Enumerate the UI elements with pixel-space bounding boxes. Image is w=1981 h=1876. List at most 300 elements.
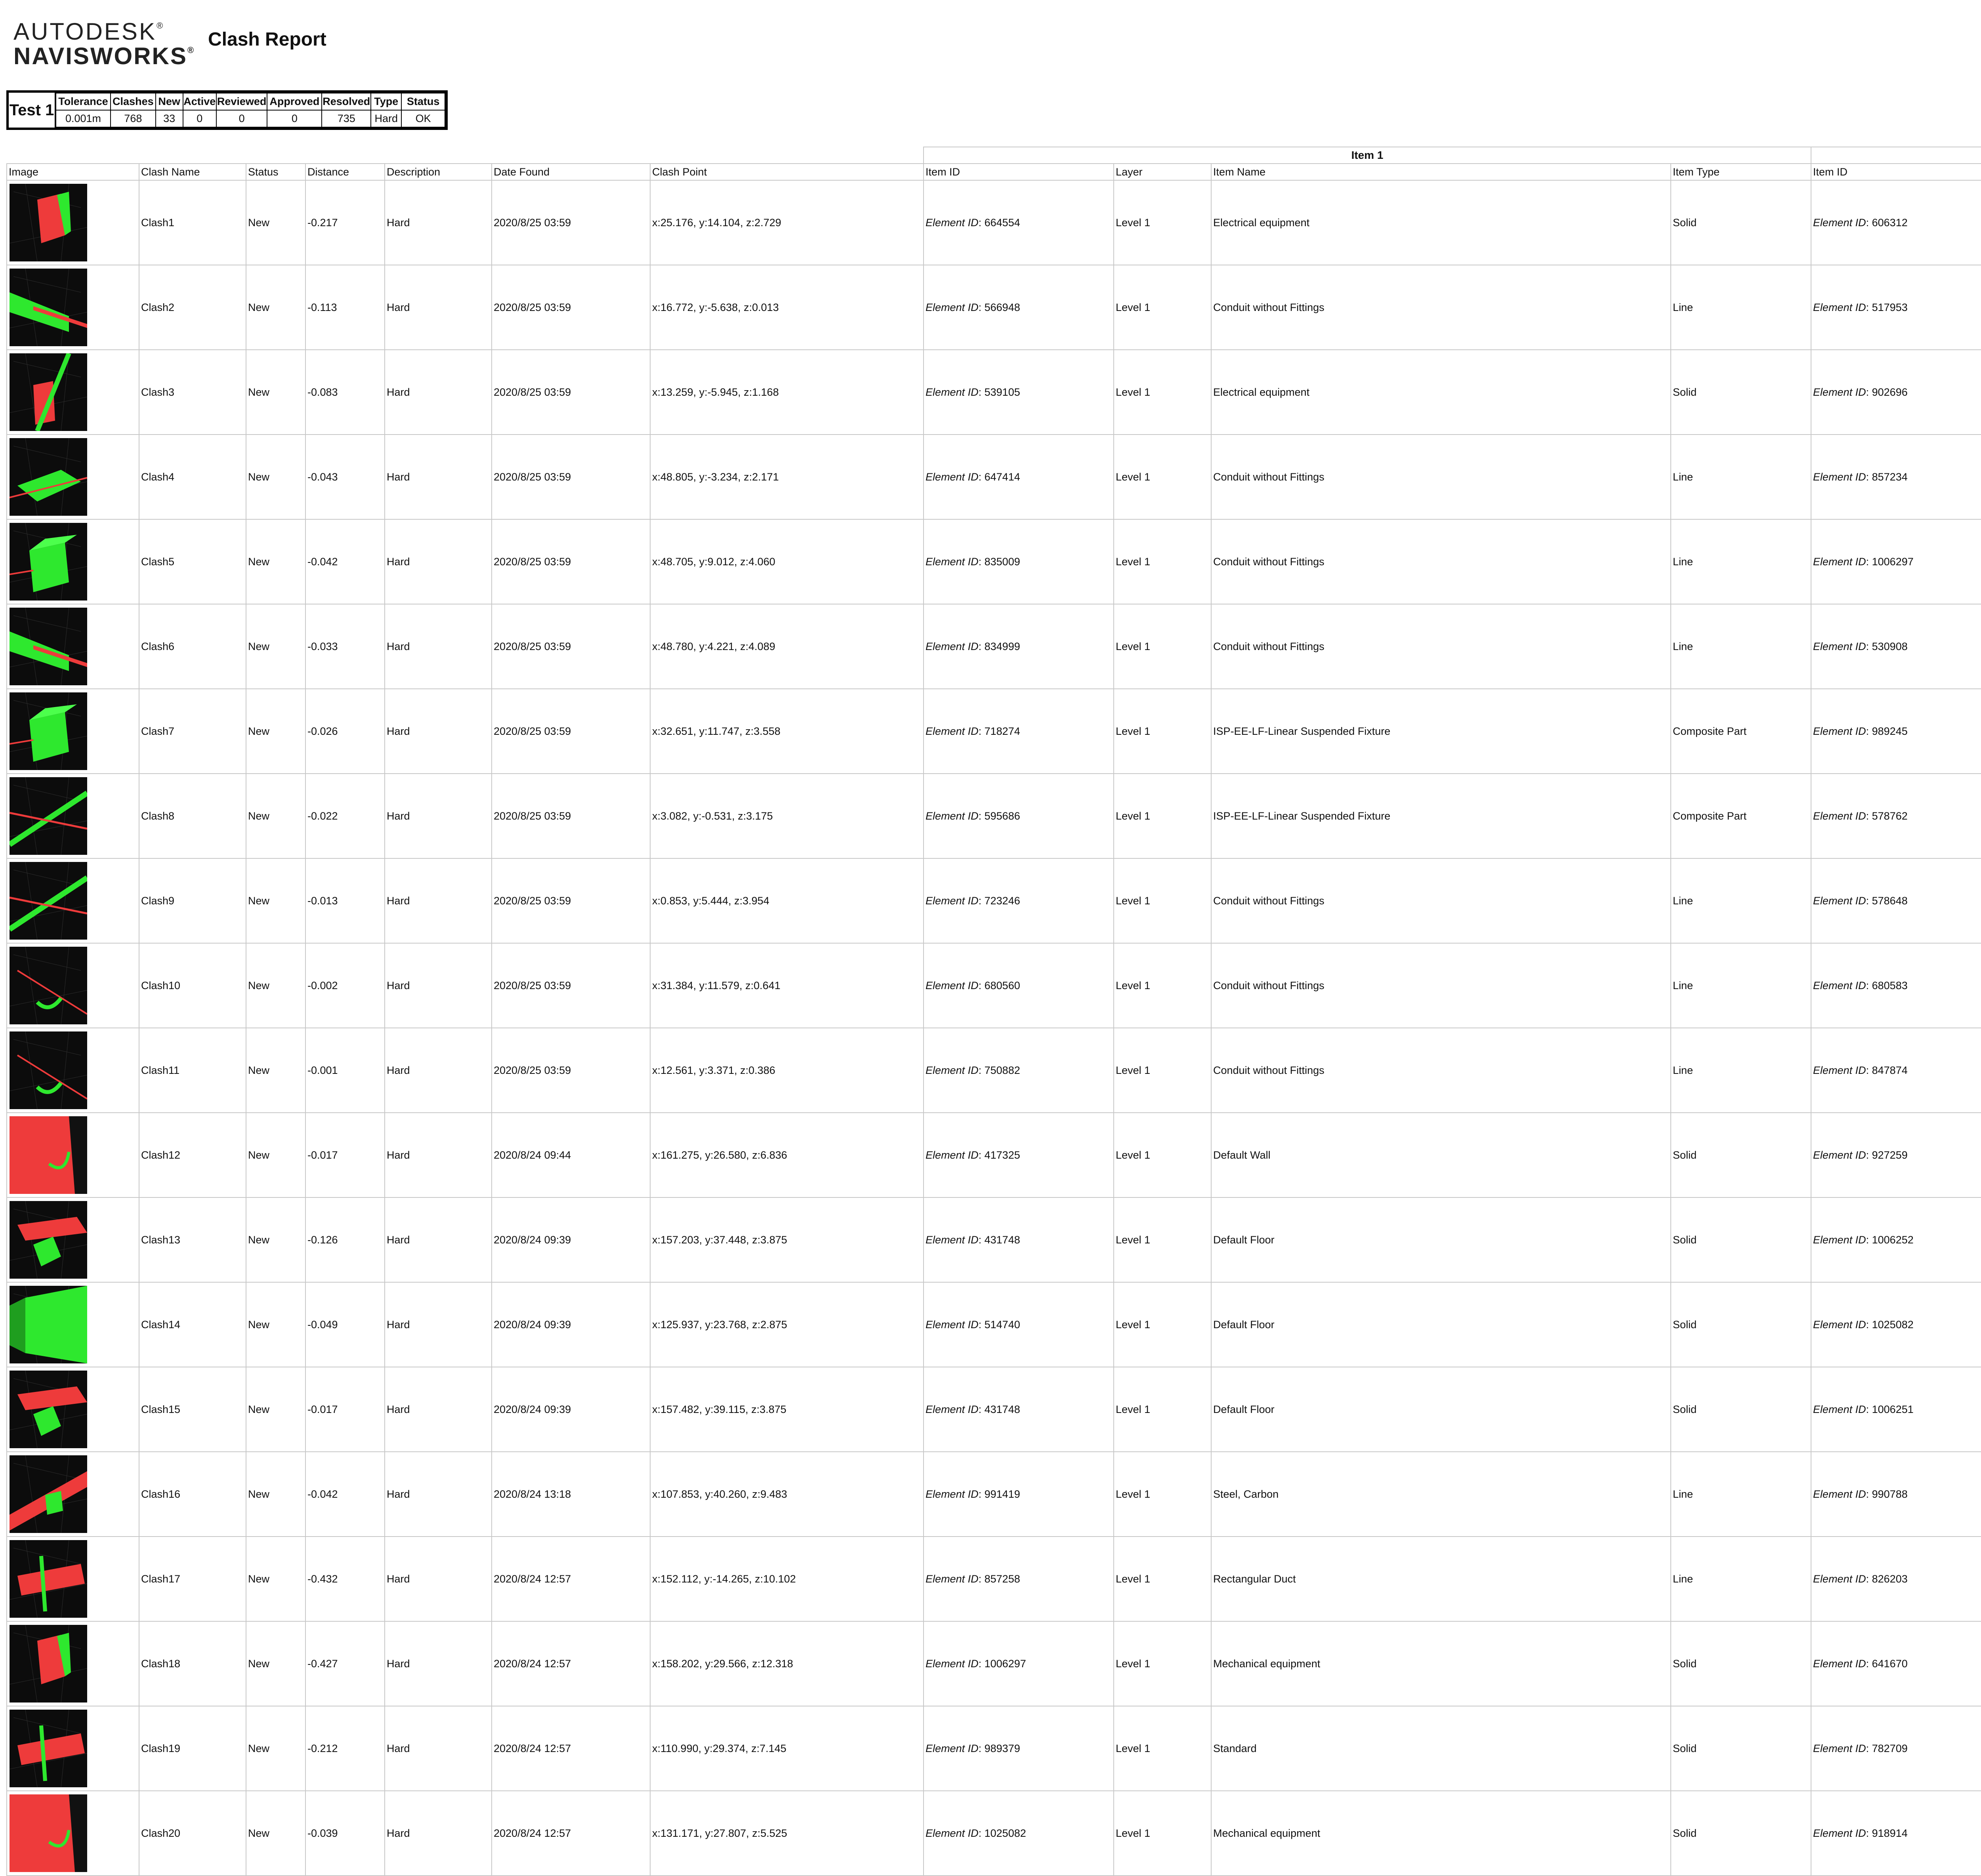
column-header-image: Image [7, 164, 139, 180]
test-summary [6, 90, 448, 130]
clash-point: x:157.482, y:39.115, z:3.875 [650, 1367, 924, 1452]
column-header-item-id: Item ID [1811, 164, 1981, 180]
summary-header-approved: Approved [267, 93, 322, 110]
item1-item-type: Line [1671, 1452, 1811, 1537]
date-found: 2020/8/25 03:59 [492, 774, 650, 858]
element-id-label: Element ID [1813, 810, 1866, 822]
summary-value-type: Hard [371, 110, 401, 127]
clash-point: x:161.275, y:26.580, z:6.836 [650, 1113, 924, 1197]
item1-item-name: Mechanical equipment [1211, 1791, 1671, 1876]
clash-point: x:12.561, y:3.371, z:0.386 [650, 1028, 924, 1113]
summary-header-active: Active [183, 93, 216, 110]
clash-status: New [246, 435, 305, 519]
clash-name: Clash15 [139, 1367, 246, 1452]
element-id-value: 530908 [1872, 640, 1908, 652]
clash-point: x:125.937, y:23.768, z:2.875 [650, 1282, 924, 1367]
element-id-value: 1025082 [984, 1827, 1026, 1839]
report-title: Clash Report [208, 29, 326, 50]
clash-description: Hard [385, 1706, 492, 1791]
item1-id: Element ID: 664554 [924, 180, 1114, 265]
element-id-label: Element ID [1813, 301, 1866, 313]
brand-line-2: NAVISWORKS [13, 43, 187, 69]
clash-thumbnail [7, 265, 139, 350]
clash-distance: -0.432 [305, 1537, 385, 1621]
element-id-value: 927259 [1872, 1149, 1908, 1161]
element-id-value: 857258 [984, 1573, 1020, 1585]
column-header-layer: Layer [1114, 164, 1211, 180]
column-header-item-name: Item Name [1211, 164, 1671, 180]
item1-item-type: Solid [1671, 1197, 1811, 1282]
clash-distance: -0.212 [305, 1706, 385, 1791]
item1-id: Element ID: 750882 [924, 1028, 1114, 1113]
clash-distance: -0.049 [305, 1282, 385, 1367]
item1-layer: Level 1 [1114, 1197, 1211, 1282]
item1-item-type: Line [1671, 265, 1811, 350]
clash-thumbnail [7, 350, 139, 435]
element-id-value: 431748 [984, 1234, 1020, 1246]
clash-description: Hard [385, 689, 492, 774]
column-header-clash-point: Clash Point [650, 164, 924, 180]
element-id-value: 566948 [984, 301, 1020, 313]
item2-id: Element ID: 826203 [1811, 1537, 1981, 1621]
column-header-item-id: Item ID [924, 164, 1114, 180]
item2-id: Element ID: 902696 [1811, 350, 1981, 435]
item1-id: Element ID: 834999 [924, 604, 1114, 689]
element-id-label: Element ID [1813, 1403, 1866, 1415]
clash-name: Clash17 [139, 1537, 246, 1621]
clash-distance: -0.001 [305, 1028, 385, 1113]
element-id-label: Element ID [926, 1488, 979, 1500]
clash-name: Clash20 [139, 1791, 246, 1876]
item1-item-type: Line [1671, 858, 1811, 943]
clash-description: Hard [385, 1197, 492, 1282]
item2-id: Element ID: 1006251 [1811, 1367, 1981, 1452]
clash-point: x:31.384, y:11.579, z:0.641 [650, 943, 924, 1028]
clash-status: New [246, 1791, 305, 1876]
clash-thumbnail [7, 1367, 139, 1452]
element-id-value: 539105 [984, 386, 1020, 398]
item1-item-name: Conduit without Fittings [1211, 943, 1671, 1028]
item1-item-name: Standard [1211, 1706, 1671, 1791]
element-id-value: 1025082 [1872, 1318, 1914, 1331]
clash-row [7, 689, 1981, 774]
element-id-label: Element ID [926, 894, 979, 907]
element-id-label: Element ID [1813, 1742, 1866, 1754]
clash-name: Clash9 [139, 858, 246, 943]
item1-item-type: Solid [1671, 1706, 1811, 1791]
item1-layer: Level 1 [1114, 1113, 1211, 1197]
element-id-value: 417325 [984, 1149, 1020, 1161]
item1-id: Element ID: 991419 [924, 1452, 1114, 1537]
item1-layer: Level 1 [1114, 1452, 1211, 1537]
element-id-value: 991419 [984, 1488, 1020, 1500]
item2-id: Element ID: 918914 [1811, 1791, 1981, 1876]
date-found: 2020/8/24 09:44 [492, 1113, 650, 1197]
clash-status: New [246, 1537, 305, 1621]
clash-row [7, 1537, 1981, 1621]
element-id-value: 1006297 [1872, 555, 1914, 568]
summary-header-status: Status [401, 93, 445, 110]
clash-row [7, 1282, 1981, 1367]
item1-layer: Level 1 [1114, 1028, 1211, 1113]
column-header-status: Status [246, 164, 305, 180]
date-found: 2020/8/25 03:59 [492, 689, 650, 774]
item1-item-type: Line [1671, 1537, 1811, 1621]
element-id-value: 1006297 [984, 1657, 1026, 1670]
element-id-value: 750882 [984, 1064, 1020, 1076]
clash-row [7, 943, 1981, 1028]
element-id-label: Element ID [926, 725, 979, 737]
element-id-value: 989379 [984, 1742, 1020, 1754]
item2-group-header [1811, 147, 1981, 164]
date-found: 2020/8/24 12:57 [492, 1791, 650, 1876]
clash-point: x:131.171, y:27.807, z:5.525 [650, 1791, 924, 1876]
summary-table [55, 93, 445, 128]
clash-point: x:13.259, y:-5.945, z:1.168 [650, 350, 924, 435]
item1-item-name: Default Floor [1211, 1367, 1671, 1452]
element-id-label: Element ID [926, 1064, 979, 1076]
clash-distance: -0.002 [305, 943, 385, 1028]
element-id-value: 1006251 [1872, 1403, 1914, 1415]
column-header-description: Description [385, 164, 492, 180]
clash-status: New [246, 350, 305, 435]
item1-layer: Level 1 [1114, 265, 1211, 350]
summary-header-resolved: Resolved [322, 93, 371, 110]
clash-status: New [246, 943, 305, 1028]
summary-header-new: New [156, 93, 183, 110]
element-id-label: Element ID [926, 1742, 979, 1754]
item2-id: Element ID: 857234 [1811, 435, 1981, 519]
clash-description: Hard [385, 1537, 492, 1621]
item1-item-type: Composite Part [1671, 689, 1811, 774]
item1-item-type: Solid [1671, 180, 1811, 265]
clash-row [7, 1452, 1981, 1537]
item1-id: Element ID: 539105 [924, 350, 1114, 435]
element-id-value: 647414 [984, 471, 1020, 483]
date-found: 2020/8/25 03:59 [492, 604, 650, 689]
clash-name: Clash13 [139, 1197, 246, 1282]
item1-layer: Level 1 [1114, 774, 1211, 858]
element-id-label: Element ID [926, 810, 979, 822]
item1-item-type: Line [1671, 604, 1811, 689]
item1-id: Element ID: 1006297 [924, 1621, 1114, 1706]
element-id-label: Element ID [926, 386, 979, 398]
element-id-value: 989245 [1872, 725, 1908, 737]
clash-status: New [246, 1367, 305, 1452]
clash-row [7, 435, 1981, 519]
clash-row [7, 1791, 1981, 1876]
date-found: 2020/8/25 03:59 [492, 180, 650, 265]
item1-item-name: ISP-EE-LF-Linear Suspended Fixture [1211, 689, 1671, 774]
item1-id: Element ID: 647414 [924, 435, 1114, 519]
element-id-label: Element ID [926, 1573, 979, 1585]
item1-layer: Level 1 [1114, 1706, 1211, 1791]
element-id-value: 578648 [1872, 894, 1908, 907]
element-id-label: Element ID [1813, 979, 1866, 991]
clash-name: Clash5 [139, 519, 246, 604]
clash-table [6, 147, 1981, 1876]
item2-id: Element ID: 517953 [1811, 265, 1981, 350]
clash-row [7, 1197, 1981, 1282]
item1-item-type: Composite Part [1671, 774, 1811, 858]
item2-id: Element ID: 578648 [1811, 858, 1981, 943]
clash-thumbnail [7, 1197, 139, 1282]
item2-id: Element ID: 1006297 [1811, 519, 1981, 604]
element-id-label: Element ID [1813, 471, 1866, 483]
item1-item-name: Steel, Carbon [1211, 1452, 1671, 1537]
column-header-clash-name: Clash Name [139, 164, 246, 180]
element-id-label: Element ID [1813, 1488, 1866, 1500]
summary-value-active: 0 [183, 110, 216, 127]
item2-id: Element ID: 989245 [1811, 689, 1981, 774]
clash-name: Clash3 [139, 350, 246, 435]
clash-status: New [246, 774, 305, 858]
clash-distance: -0.013 [305, 858, 385, 943]
clash-point: x:0.853, y:5.444, z:3.954 [650, 858, 924, 943]
clash-description: Hard [385, 943, 492, 1028]
element-id-label: Element ID [1813, 894, 1866, 907]
element-id-label: Element ID [1813, 725, 1866, 737]
clash-status: New [246, 1621, 305, 1706]
clash-thumbnail [7, 1621, 139, 1706]
clash-thumbnail [7, 774, 139, 858]
clash-name: Clash16 [139, 1452, 246, 1537]
element-id-value: 514740 [984, 1318, 1020, 1331]
element-id-label: Element ID [1813, 1573, 1866, 1585]
clash-row [7, 1028, 1981, 1113]
item1-item-name: Conduit without Fittings [1211, 858, 1671, 943]
clash-distance: -0.042 [305, 1452, 385, 1537]
element-id-value: 834999 [984, 640, 1020, 652]
element-id-value: 595686 [984, 810, 1020, 822]
clash-distance: -0.026 [305, 689, 385, 774]
item1-layer: Level 1 [1114, 1282, 1211, 1367]
clash-name: Clash4 [139, 435, 246, 519]
clash-row [7, 1706, 1981, 1791]
element-id-label: Element ID [1813, 1149, 1866, 1161]
item1-id: Element ID: 989379 [924, 1706, 1114, 1791]
element-id-label: Element ID [1813, 640, 1866, 652]
clash-status: New [246, 1028, 305, 1113]
item1-layer: Level 1 [1114, 1537, 1211, 1621]
item1-item-type: Line [1671, 943, 1811, 1028]
summary-header-type: Type [371, 93, 401, 110]
clash-row [7, 774, 1981, 858]
test-name: Test 1 [9, 93, 55, 128]
clash-status: New [246, 858, 305, 943]
date-found: 2020/8/24 09:39 [492, 1197, 650, 1282]
element-id-label: Element ID [1813, 386, 1866, 398]
element-id-label: Element ID [926, 471, 979, 483]
item1-item-type: Line [1671, 519, 1811, 604]
summary-value-status: OK [401, 110, 445, 127]
clash-point: x:48.705, y:9.012, z:4.060 [650, 519, 924, 604]
element-id-value: 857234 [1872, 471, 1908, 483]
clash-row [7, 1367, 1981, 1452]
clash-description: Hard [385, 1367, 492, 1452]
item1-item-type: Solid [1671, 1621, 1811, 1706]
column-header-item-type: Item Type [1671, 164, 1811, 180]
element-id-value: 835009 [984, 555, 1020, 568]
element-id-label: Element ID [926, 216, 979, 229]
clash-distance: -0.042 [305, 519, 385, 604]
clash-thumbnail [7, 1706, 139, 1791]
element-id-label: Element ID [926, 1827, 979, 1839]
clash-name: Clash18 [139, 1621, 246, 1706]
summary-header-clashes: Clashes [111, 93, 156, 110]
clash-distance: -0.033 [305, 604, 385, 689]
item1-item-name: Default Floor [1211, 1197, 1671, 1282]
date-found: 2020/8/25 03:59 [492, 858, 650, 943]
element-id-value: 606312 [1872, 216, 1908, 229]
date-found: 2020/8/25 03:59 [492, 435, 650, 519]
item1-layer: Level 1 [1114, 689, 1211, 774]
item1-id: Element ID: 680560 [924, 943, 1114, 1028]
clash-description: Hard [385, 350, 492, 435]
summary-header-reviewed: Reviewed [216, 93, 267, 110]
item2-id: Element ID: 927259 [1811, 1113, 1981, 1197]
element-id-label: Element ID [926, 1403, 979, 1415]
item2-id: Element ID: 1025082 [1811, 1282, 1981, 1367]
element-id-value: 664554 [984, 216, 1020, 229]
column-header-distance: Distance [305, 164, 385, 180]
clash-status: New [246, 265, 305, 350]
item2-id: Element ID: 530908 [1811, 604, 1981, 689]
item1-item-name: Conduit without Fittings [1211, 1028, 1671, 1113]
clash-distance: -0.083 [305, 350, 385, 435]
clash-thumbnail [7, 604, 139, 689]
item1-item-name: Electrical equipment [1211, 180, 1671, 265]
clash-row [7, 1113, 1981, 1197]
date-found: 2020/8/24 12:57 [492, 1706, 650, 1791]
clash-status: New [246, 519, 305, 604]
item2-id: Element ID: 641670 [1811, 1621, 1981, 1706]
date-found: 2020/8/25 03:59 [492, 265, 650, 350]
date-found: 2020/8/24 13:18 [492, 1452, 650, 1537]
clash-description: Hard [385, 1028, 492, 1113]
item1-item-type: Solid [1671, 1791, 1811, 1876]
item1-layer: Level 1 [1114, 858, 1211, 943]
clash-point: x:48.805, y:-3.234, z:2.171 [650, 435, 924, 519]
clash-description: Hard [385, 858, 492, 943]
clash-description: Hard [385, 1621, 492, 1706]
clash-status: New [246, 1282, 305, 1367]
item1-item-name: Mechanical equipment [1211, 1621, 1671, 1706]
item1-item-name: Rectangular Duct [1211, 1537, 1671, 1621]
clash-distance: -0.022 [305, 774, 385, 858]
clash-distance: -0.039 [305, 1791, 385, 1876]
date-found: 2020/8/25 03:59 [492, 943, 650, 1028]
clash-name: Clash6 [139, 604, 246, 689]
summary-value-new: 33 [156, 110, 183, 127]
element-id-label: Element ID [1813, 1657, 1866, 1670]
clash-distance: -0.113 [305, 265, 385, 350]
navisworks-logo: AUTODESK® NAVISWORKS® [13, 18, 195, 69]
element-id-label: Element ID [1813, 555, 1866, 568]
element-id-value: 578762 [1872, 810, 1908, 822]
clash-description: Hard [385, 604, 492, 689]
clash-status: New [246, 1706, 305, 1791]
element-id-value: 782709 [1872, 1742, 1908, 1754]
element-id-label: Element ID [1813, 1234, 1866, 1246]
clash-distance: -0.427 [305, 1621, 385, 1706]
element-id-label: Element ID [926, 640, 979, 652]
brand-line-1: AUTODESK [13, 18, 156, 45]
clash-distance: -0.017 [305, 1113, 385, 1197]
element-id-value: 718274 [984, 725, 1020, 737]
item1-layer: Level 1 [1114, 350, 1211, 435]
clash-distance: -0.017 [305, 1367, 385, 1452]
item2-id: Element ID: 847874 [1811, 1028, 1981, 1113]
item1-layer: Level 1 [1114, 1791, 1211, 1876]
summary-value-reviewed: 0 [216, 110, 267, 127]
clash-name: Clash2 [139, 265, 246, 350]
clash-distance: -0.126 [305, 1197, 385, 1282]
clash-status: New [246, 689, 305, 774]
clash-thumbnail [7, 1282, 139, 1367]
item1-id: Element ID: 718274 [924, 689, 1114, 774]
item1-item-type: Line [1671, 1028, 1811, 1113]
item1-layer: Level 1 [1114, 435, 1211, 519]
column-header-date-found: Date Found [492, 164, 650, 180]
clash-point: x:152.112, y:-14.265, z:10.102 [650, 1537, 924, 1621]
element-id-value: 723246 [984, 894, 1020, 907]
clash-description: Hard [385, 435, 492, 519]
item1-id: Element ID: 431748 [924, 1367, 1114, 1452]
clash-name: Clash11 [139, 1028, 246, 1113]
clash-thumbnail [7, 943, 139, 1028]
item1-item-name: Electrical equipment [1211, 350, 1671, 435]
item2-id: Element ID: 680583 [1811, 943, 1981, 1028]
item1-layer: Level 1 [1114, 943, 1211, 1028]
item2-id: Element ID: 782709 [1811, 1706, 1981, 1791]
clash-distance: -0.217 [305, 180, 385, 265]
element-id-label: Element ID [1813, 1827, 1866, 1839]
item1-id: Element ID: 417325 [924, 1113, 1114, 1197]
item1-group-header: Item 1 [924, 147, 1811, 164]
item1-item-type: Solid [1671, 1113, 1811, 1197]
clash-row [7, 350, 1981, 435]
clash-point: x:3.082, y:-0.531, z:3.175 [650, 774, 924, 858]
item1-id: Element ID: 723246 [924, 858, 1114, 943]
clash-status: New [246, 180, 305, 265]
clash-point: x:16.772, y:-5.638, z:0.013 [650, 265, 924, 350]
clash-row [7, 1621, 1981, 1706]
clash-row [7, 519, 1981, 604]
clash-thumbnail [7, 1113, 139, 1197]
clash-thumbnail [7, 1028, 139, 1113]
clash-thumbnail [7, 689, 139, 774]
item1-item-name: Conduit without Fittings [1211, 435, 1671, 519]
item1-item-name: Default Floor [1211, 1282, 1671, 1367]
clash-thumbnail [7, 180, 139, 265]
element-id-label: Element ID [926, 301, 979, 313]
clash-thumbnail [7, 435, 139, 519]
clash-point: x:110.990, y:29.374, z:7.145 [650, 1706, 924, 1791]
item1-item-name: Default Wall [1211, 1113, 1671, 1197]
clash-thumbnail [7, 1452, 139, 1537]
item1-item-type: Solid [1671, 1282, 1811, 1367]
date-found: 2020/8/24 12:57 [492, 1537, 650, 1621]
element-id-value: 990788 [1872, 1488, 1908, 1500]
clash-description: Hard [385, 1452, 492, 1537]
item1-layer: Level 1 [1114, 604, 1211, 689]
element-id-label: Element ID [926, 1234, 979, 1246]
element-id-label: Element ID [1813, 1318, 1866, 1331]
item1-layer: Level 1 [1114, 519, 1211, 604]
element-id-value: 517953 [1872, 301, 1908, 313]
element-id-label: Element ID [926, 1149, 979, 1161]
